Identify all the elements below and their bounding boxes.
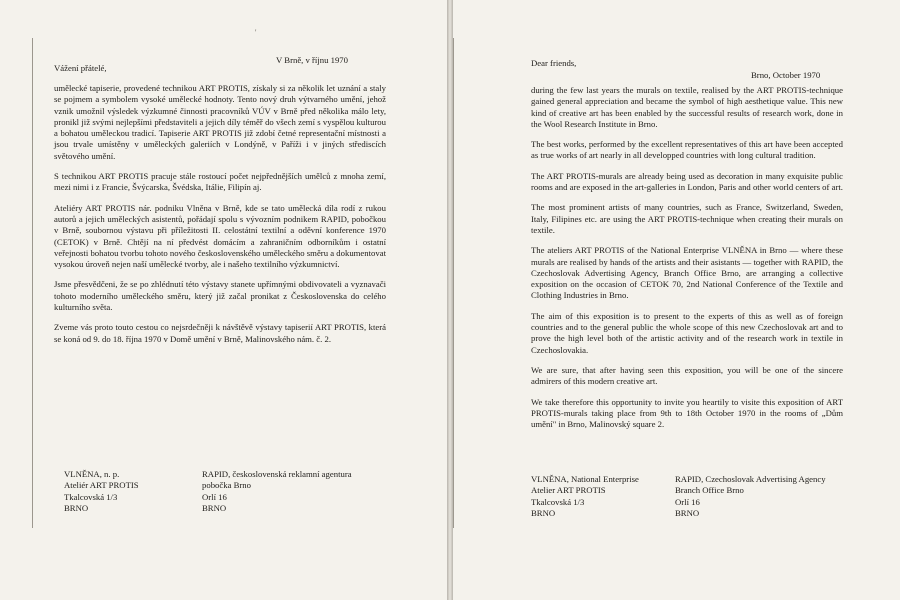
page-border-line-left	[453, 38, 454, 528]
paragraph: S technikou ART PROTIS pracuje stále rostoucí počet nejpřednějších umělců z mnoha zemí, mezi nimi i z Francie, Švýcarska, Švédska, Itálie, Filipín aj.	[54, 171, 386, 193]
footer-line: Tkalcovská 1/3	[531, 496, 585, 507]
left-page-czech	[0, 0, 447, 600]
date-line: Brno, October 1970	[751, 70, 821, 80]
footer-line: RAPID, Czechoslovak Advertising Agency	[675, 474, 826, 484]
footer-sender	[531, 474, 639, 519]
date-line: V Brně, v říjnu 1970	[276, 55, 348, 65]
footer-line: BRNO	[202, 502, 227, 513]
footer-line: RAPID, československá reklamní agentura	[202, 469, 352, 479]
paragraph: We are sure, that after having seen this exposition, you will be one of the sincere admirers of this modern creative art.	[531, 364, 843, 387]
footer-line: BRNO	[64, 502, 89, 513]
page-border-line	[32, 38, 33, 528]
footer-line: BRNO	[675, 507, 700, 518]
paragraph: Ateliéry ART PROTIS nár. podniku Vlněna v Brně, kde se tato umělecká díla rodí z rukou autorů a jejich uměleckých asistentů, pořádají spolu s vývozním podnikem RAPID, pobočkou v Brně, soubornou výstavu při příležitosti II. celostátní textilní a oděvní konference 1970 (CETOK) v Brně. Chtějí na ní předvést domácím a zahraničním odborníkům i ostatní veřejnosti bohatou tvorbu tohoto nového československého uměleckého směru a dokumentovat vysokou úroveň nejen naší umělecké tvorby, ale i našeho textilního výzkumnictví.	[54, 202, 386, 270]
paragraph: The most prominent artists of many countries, such as France, Switzerland, Sweden, Italy, Filipines etc. are using the ART PROTIS-technique when creating their murals on textile.	[531, 202, 843, 235]
letter-body	[54, 83, 386, 354]
paragraph: The ART PROTIS-murals are already being used as decoration in many exquisite public rooms and are exposed in the art-galleries in London, Paris and other world centers of art.	[531, 170, 843, 193]
stray-mark: '	[255, 28, 257, 37]
right-page-english	[453, 0, 900, 600]
paragraph: umělecké tapiserie, provedené technikou ART PROTIS, získaly si za několik let uznání a staly se pojmem a symbolem vysoké umělecké hodnoty. Tento nový druh výtvarného umění, jehož vznik umožnil výsledek výzkumné činnosti pracovníků VÚV v Brně před několika málo lety, pronikl již svými nejlepšími představiteli a jejich díly téměř do všech zemí s vyspělou kulturou a bohatou uměleckou tradicí. Tapiserie ART PROTIS již zdobí četné representační místnosti a jsou trvale umístěny v uměleckých galeriích v Londýně, v Paříži i v jiných střediscích světového umění.	[54, 83, 386, 161]
letter-body	[531, 85, 843, 439]
footer-line: Orlí 16	[675, 496, 700, 507]
footer-line: Ateliér ART PROTIS	[64, 480, 139, 491]
footer-partner	[202, 469, 352, 514]
salutation: Vážení přátelé,	[54, 63, 107, 73]
footer-line: VLNĚNA, n. p.	[64, 469, 120, 479]
footer-line: Tkalcovská 1/3	[64, 491, 118, 502]
paragraph: Zveme vás proto touto cestou co nejsrdečněji k návštěvě výstavy tapiserií ART PROTIS, která se koná od 9. do 18. října 1970 v Domě umění v Brně, Malinovského nám. č. 2.	[54, 322, 386, 344]
footer-line: BRNO	[531, 507, 556, 518]
footer-line: Branch Office Brno	[675, 485, 744, 496]
paragraph: The aim of this exposition is to present to the experts of this as well as of foreign countries and to the general public the whole scope of this new Czechoslovak art and to prove the high level both of the artistic activity and of the research work in textile in Czechoslovakia.	[531, 310, 843, 355]
footer-sender	[64, 469, 139, 514]
paragraph: during the few last years the murals on textile, realised by the ART PROTIS-technique gained general appreciation and became the symbol of high aesthetique value. This new kind of creative art has been enabled by the successful results of research work, done in the Wool Research Institute in Brno.	[531, 85, 843, 129]
paragraph: The ateliers ART PROTIS of the National Enterprise VLNĚNA in Brno — where these murals are realised by hands of the artists and their asistants — together with RAPID, the Czechoslovak Advertising Agency, Branch Office Brno, are arranging a collective exposition on the occasion of CETOK 70, 2nd National Conference of the Textile and Clothing Industries in Brno.	[531, 245, 843, 301]
footer-line: VLNĚNA, National Enterprise	[531, 474, 639, 484]
footer-line: pobočka Brno	[202, 480, 251, 491]
paragraph: We take therefore this opportunity to invite you heartily to visite this exposition of ART PROTIS-murals taking place from 9th to 18th October 1970 in the rooms of „Dům umění" in Brno, Malinovský square 2.	[531, 396, 843, 430]
paragraph: The best works, performed by the excellent representatives of this art have been accepted as true works of art nearly in all developped countries with long cultural tradition.	[531, 139, 843, 161]
footer-line: Orlí 16	[202, 491, 227, 502]
footer-partner	[675, 474, 826, 519]
salutation: Dear friends,	[531, 58, 577, 68]
paragraph: Jsme přesvědčeni, že se po zhlédnutí této výstavy stanete upřímnými obdivovateli a vyznavači tohoto moderního uměleckého směru, který již začal pronikat z Československa do celého kulturního světa.	[54, 279, 386, 313]
footer-line: Atelier ART PROTIS	[531, 485, 606, 496]
